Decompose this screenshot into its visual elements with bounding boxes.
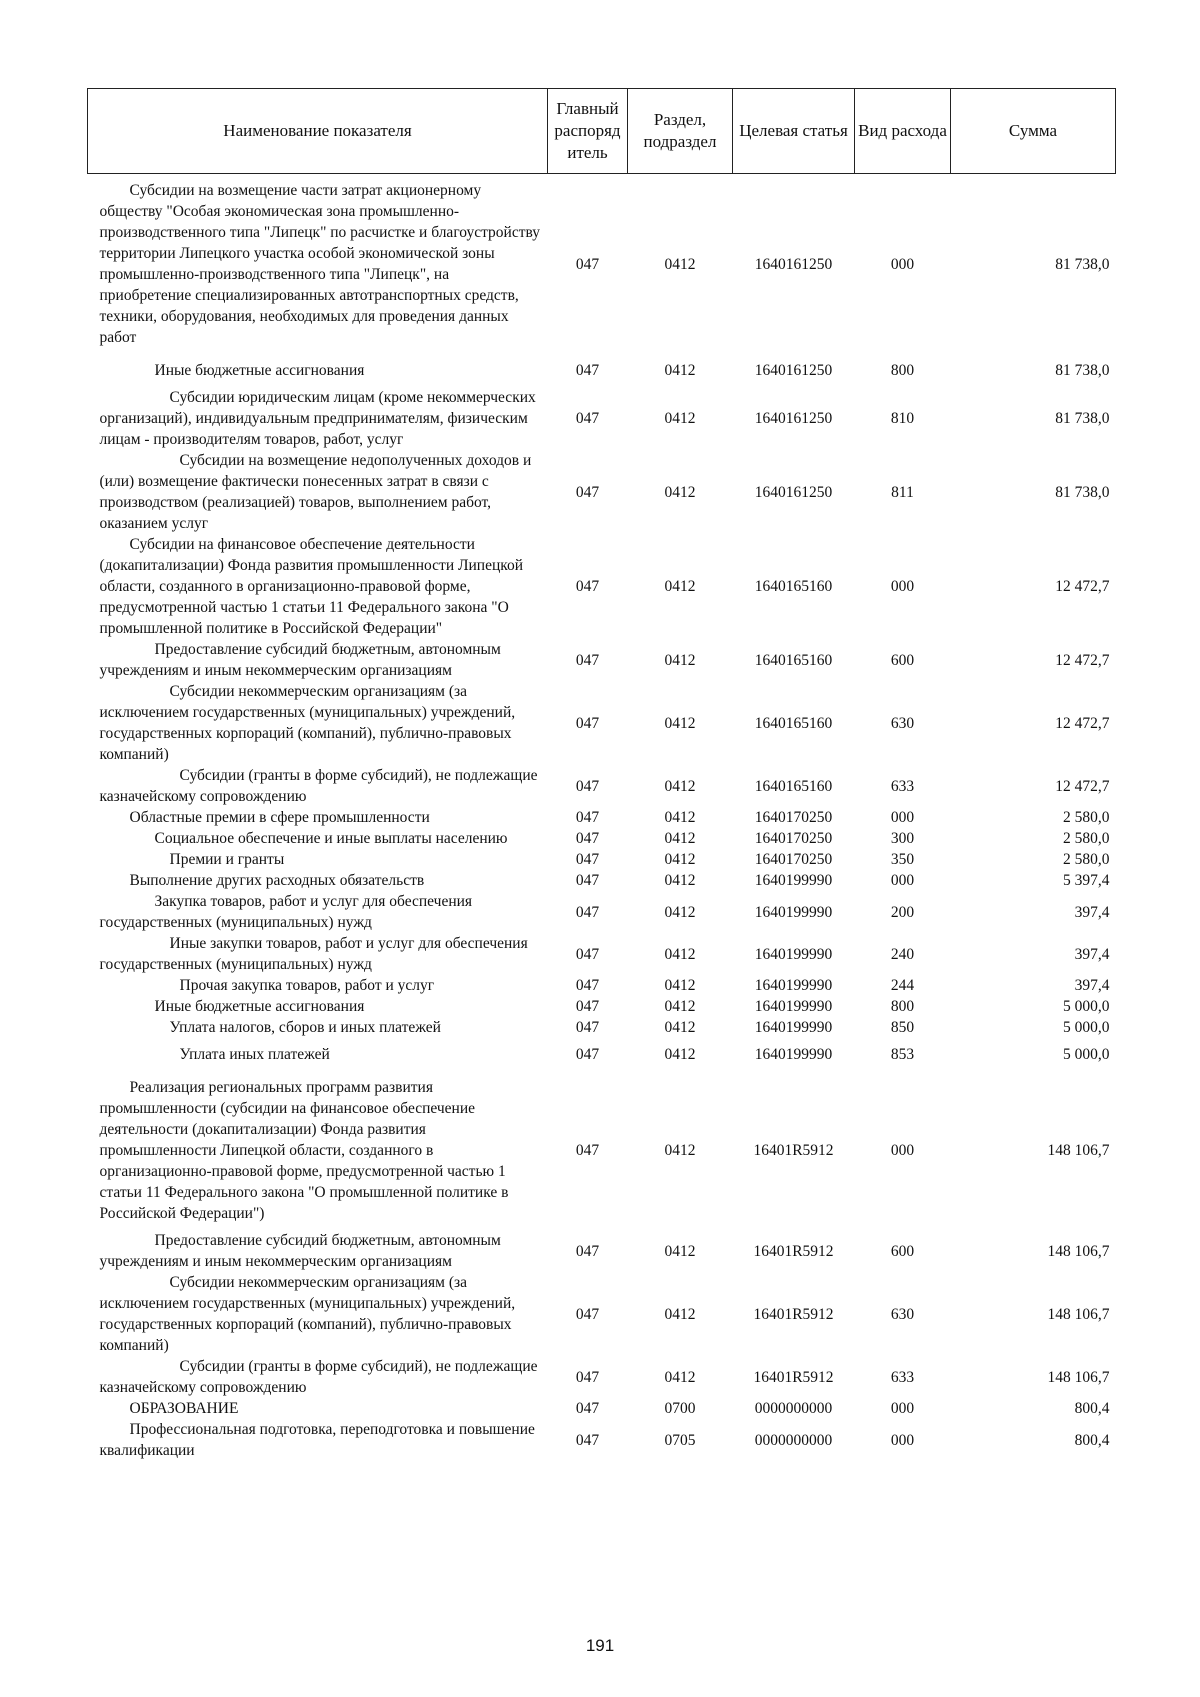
- row-razdel: 0412: [664, 714, 696, 732]
- row-vid: 000: [890, 578, 915, 595]
- row-vid: 800: [890, 998, 915, 1015]
- table-row: [88, 807, 1116, 828]
- row-celevaya: 1640199990: [754, 945, 833, 963]
- row-vid: 000: [890, 872, 915, 889]
- row-razdel: 0412: [664, 1046, 696, 1063]
- row-razdel: 0412: [664, 977, 696, 994]
- row-name: Закупка товаров, работ и услуг для обеспечения государственных (муниципальных) нужд: [99, 893, 473, 931]
- row-summa: 148 106,7: [1047, 1368, 1110, 1386]
- row-razdel: 0412: [664, 872, 696, 889]
- table-row: [88, 681, 1116, 765]
- row-vid: 244: [890, 977, 915, 994]
- row-celevaya: 16401R5912: [753, 1242, 834, 1260]
- header-summa: Сумма: [951, 89, 1116, 174]
- row-razdel: 0412: [664, 1019, 696, 1036]
- row-name: Областные премии в сфере промышленности: [129, 809, 430, 826]
- row-celevaya: 1640165160: [754, 578, 833, 595]
- row-glavny: 047: [575, 578, 600, 595]
- table-row: [88, 1356, 1116, 1398]
- row-glavny: 047: [575, 903, 600, 921]
- row-razdel: 0700: [664, 1400, 696, 1417]
- row-vid: 811: [891, 483, 914, 501]
- table-row: [88, 849, 1116, 870]
- row-glavny: 047: [575, 1305, 600, 1323]
- row-celevaya: 1640161250: [754, 483, 833, 501]
- row-glavny: 047: [575, 714, 600, 732]
- row-celevaya: 1640170250: [754, 830, 833, 847]
- row-razdel: 0412: [664, 998, 696, 1015]
- row-glavny: 047: [575, 945, 600, 963]
- row-celevaya: 1640165160: [754, 651, 833, 669]
- row-summa: 81 738,0: [1055, 255, 1110, 273]
- row-glavny: 047: [575, 1242, 600, 1260]
- table-header: [88, 89, 1116, 174]
- row-summa: 5 000,0: [1063, 1046, 1110, 1063]
- row-glavny: 047: [575, 410, 600, 427]
- table-row: [88, 975, 1116, 996]
- table-row: [88, 354, 1116, 387]
- row-name: Уплата налогов, сборов и иных платежей: [169, 1019, 441, 1036]
- row-vid: 853: [890, 1046, 915, 1063]
- row-summa: 12 472,7: [1055, 651, 1110, 669]
- row-celevaya: 1640199990: [754, 903, 833, 921]
- row-vid: 000: [890, 809, 915, 826]
- row-glavny: 047: [575, 1019, 600, 1036]
- row-razdel: 0412: [664, 362, 696, 379]
- row-summa: 5 397,4: [1063, 872, 1110, 889]
- row-glavny: 047: [575, 1400, 600, 1417]
- row-razdel: 0412: [664, 777, 696, 795]
- row-celevaya: 1640199990: [754, 872, 833, 889]
- row-razdel: 0412: [664, 809, 696, 826]
- row-celevaya: 16401R5912: [753, 1368, 834, 1386]
- row-summa: 800,4: [1074, 1431, 1110, 1449]
- row-vid: 600: [890, 651, 915, 669]
- row-name: Предоставление субсидий бюджетным, автономным учреждениям и иным некоммерческим организациям: [99, 1232, 501, 1270]
- row-razdel: 0412: [664, 945, 696, 963]
- table-row: [88, 1038, 1116, 1071]
- row-summa: 148 106,7: [1047, 1142, 1110, 1159]
- row-summa: 2 580,0: [1063, 851, 1110, 868]
- row-summa: 12 472,7: [1055, 578, 1110, 595]
- row-vid: 810: [890, 410, 915, 427]
- row-name: Премии и гранты: [169, 851, 285, 868]
- table-row: [88, 1272, 1116, 1356]
- row-glavny: 047: [575, 851, 600, 868]
- row-vid: 600: [890, 1242, 915, 1260]
- row-summa: 5 000,0: [1063, 998, 1110, 1015]
- row-celevaya: 1640199990: [754, 1019, 833, 1036]
- table-row: [88, 387, 1116, 450]
- table-row: [88, 1419, 1116, 1461]
- row-razdel: 0412: [664, 255, 696, 273]
- table-row: [88, 891, 1116, 933]
- row-razdel: 0412: [664, 483, 696, 501]
- row-glavny: 047: [575, 809, 600, 826]
- table-row: [88, 828, 1116, 849]
- header-vid: Вид расхода: [855, 89, 951, 174]
- table-body: [88, 174, 1116, 1462]
- row-glavny: 047: [575, 872, 600, 889]
- row-summa: 81 738,0: [1055, 362, 1110, 379]
- row-summa: 397,4: [1074, 945, 1110, 963]
- row-glavny: 047: [575, 1046, 600, 1063]
- row-summa: 81 738,0: [1055, 483, 1110, 501]
- row-vid: 000: [890, 255, 915, 273]
- row-glavny: 047: [575, 1431, 600, 1449]
- table-row: [88, 534, 1116, 639]
- row-razdel: 0412: [664, 1142, 696, 1159]
- row-glavny: 047: [575, 255, 600, 273]
- row-vid: 800: [890, 362, 915, 379]
- table-row: [88, 765, 1116, 807]
- header-razdel: Раздел, подраздел: [628, 89, 733, 174]
- row-glavny: 047: [575, 830, 600, 847]
- row-celevaya: 16401R5912: [753, 1142, 834, 1159]
- row-summa: 81 738,0: [1055, 410, 1110, 427]
- row-summa: 148 106,7: [1047, 1305, 1110, 1323]
- row-vid: 200: [890, 903, 915, 921]
- row-vid: 350: [890, 851, 915, 868]
- row-glavny: 047: [575, 998, 600, 1015]
- row-celevaya: 1640199990: [754, 1046, 833, 1063]
- row-vid: 000: [890, 1142, 915, 1159]
- row-celevaya: 0000000000: [754, 1431, 833, 1449]
- row-vid: 633: [890, 1368, 915, 1386]
- table-row: [88, 996, 1116, 1017]
- header-glavny: Главный распоряд итель: [548, 89, 628, 174]
- row-summa: 800,4: [1074, 1400, 1110, 1417]
- row-summa: 5 000,0: [1063, 1019, 1110, 1036]
- row-vid: 850: [890, 1019, 915, 1036]
- row-razdel: 0412: [664, 903, 696, 921]
- table-row: [88, 933, 1116, 975]
- row-celevaya: 1640161250: [754, 255, 833, 273]
- row-summa: 148 106,7: [1047, 1242, 1110, 1260]
- row-razdel: 0412: [664, 410, 696, 427]
- budget-table-page: [87, 88, 1115, 1461]
- row-summa: 12 472,7: [1055, 714, 1110, 732]
- row-name: Иные закупки товаров, работ и услуг для обеспечения государственных (муниципальных) нужд: [99, 935, 528, 973]
- row-vid: 240: [890, 945, 915, 963]
- row-celevaya: 1640199990: [754, 998, 833, 1015]
- row-celevaya: 1640165160: [754, 714, 833, 732]
- row-summa: 397,4: [1074, 903, 1110, 921]
- row-name: Реализация региональных программ развития промышленности (субсидии на финансовое обеспечение деятельности (докапитализации) Фонда развития промышленности Липецкой области, созданного в организационно-правовой форме, предусмотренной частью 1 статьи 11 Федерального закона "О промышленной политике в Российской Федерации"): [99, 1079, 509, 1222]
- row-name: Субсидии некоммерческим организациям (за исключением государственных (муниципальных) учреждений, государственных корпораций (компаний), публично-правовых компаний): [99, 683, 516, 763]
- row-razdel: 0412: [664, 1305, 696, 1323]
- row-celevaya: 1640170250: [754, 809, 833, 826]
- row-name: Предоставление субсидий бюджетным, автономным учреждениям и иным некоммерческим организациям: [99, 641, 501, 679]
- row-razdel: 0412: [664, 1368, 696, 1386]
- row-vid: 000: [890, 1400, 915, 1417]
- row-name: ОБРАЗОВАНИЕ: [129, 1400, 239, 1417]
- header-name: Наименование показателя: [88, 89, 548, 174]
- row-name: Прочая закупка товаров, работ и услуг: [179, 977, 435, 994]
- row-vid: 630: [890, 714, 915, 732]
- page-number: 191: [585, 1636, 615, 1655]
- row-name: Субсидии (гранты в форме субсидий), не подлежащие казначейскому сопровождению: [99, 1358, 538, 1396]
- row-name: Иные бюджетные ассигнования: [154, 998, 365, 1015]
- row-celevaya: 1640161250: [754, 362, 833, 379]
- table-row: [88, 639, 1116, 681]
- row-celevaya: 1640170250: [754, 851, 833, 868]
- row-celevaya: 1640199990: [754, 977, 833, 994]
- row-name: Субсидии (гранты в форме субсидий), не подлежащие казначейскому сопровождению: [99, 767, 538, 805]
- row-name: Субсидии некоммерческим организациям (за исключением государственных (муниципальных) учреждений, государственных корпораций (компаний), публично-правовых компаний): [99, 1274, 516, 1354]
- row-name: Уплата иных платежей: [179, 1046, 330, 1063]
- row-celevaya: 1640165160: [754, 777, 833, 795]
- row-name: Субсидии на возмещение части затрат акционерному обществу "Особая экономическая зона промышленно-производственного типа "Липецк" по расчистке и благоустройству территории Липецкого участка особой экономической зоны промышленно-производственного типа "Липецк", на приобретение специализированных автотранспортных средств, техники, оборудования, необходимых для проведения данных работ: [99, 182, 541, 346]
- table-row: [88, 1017, 1116, 1038]
- row-glavny: 047: [575, 777, 600, 795]
- row-razdel: 0412: [664, 1242, 696, 1260]
- row-vid: 633: [890, 777, 915, 795]
- row-celevaya: 16401R5912: [753, 1305, 834, 1323]
- row-celevaya: 1640161250: [754, 410, 833, 427]
- row-name: Профессиональная подготовка, переподготовка и повышение квалификации: [99, 1421, 535, 1459]
- row-razdel: 0412: [664, 830, 696, 847]
- row-razdel: 0705: [664, 1431, 696, 1449]
- row-razdel: 0412: [664, 651, 696, 669]
- row-celevaya: 0000000000: [754, 1400, 833, 1417]
- row-glavny: 047: [575, 483, 600, 501]
- row-razdel: 0412: [664, 578, 696, 595]
- row-name: Субсидии юридическим лицам (кроме некоммерческих организаций), индивидуальным предпринимателям, физическим лицам - производителям товаров, работ, услуг: [99, 389, 536, 448]
- budget-table: [87, 88, 1116, 1461]
- row-summa: 12 472,7: [1055, 777, 1110, 795]
- row-summa: 2 580,0: [1063, 830, 1110, 847]
- row-vid: 630: [890, 1305, 915, 1323]
- row-summa: 2 580,0: [1063, 809, 1110, 826]
- row-vid: 300: [890, 830, 915, 847]
- row-summa: 397,4: [1074, 977, 1110, 994]
- row-glavny: 047: [575, 977, 600, 994]
- header-celevaya: Целевая статья: [733, 89, 855, 174]
- row-glavny: 047: [575, 1142, 600, 1159]
- row-glavny: 047: [575, 651, 600, 669]
- row-glavny: 047: [575, 362, 600, 379]
- row-name: Субсидии на финансовое обеспечение деятельности (докапитализации) Фонда развития промышленности Липецкой области, созданного в организационно-правовой форме, предусмотренной частью 1 статьи 11 Федерального закона "О промышленной политике в Российской Федерации": [99, 536, 524, 637]
- row-name: Субсидии на возмещение недополученных доходов и (или) возмещение фактически понесенных затрат в связи с производством (реализацией) товаров, выполнением работ, оказанием услуг: [99, 452, 532, 532]
- table-row: [88, 450, 1116, 534]
- table-row: [88, 1398, 1116, 1419]
- row-razdel: 0412: [664, 851, 696, 868]
- row-vid: 000: [890, 1431, 915, 1449]
- row-name: Социальное обеспечение и иные выплаты населению: [154, 830, 508, 847]
- table-row: [88, 174, 1116, 355]
- table-row: [88, 1071, 1116, 1230]
- row-name: Выполнение других расходных обязательств: [129, 872, 425, 889]
- table-row: [88, 870, 1116, 891]
- table-row: [88, 1230, 1116, 1272]
- row-name: Иные бюджетные ассигнования: [154, 362, 365, 379]
- row-glavny: 047: [575, 1368, 600, 1386]
